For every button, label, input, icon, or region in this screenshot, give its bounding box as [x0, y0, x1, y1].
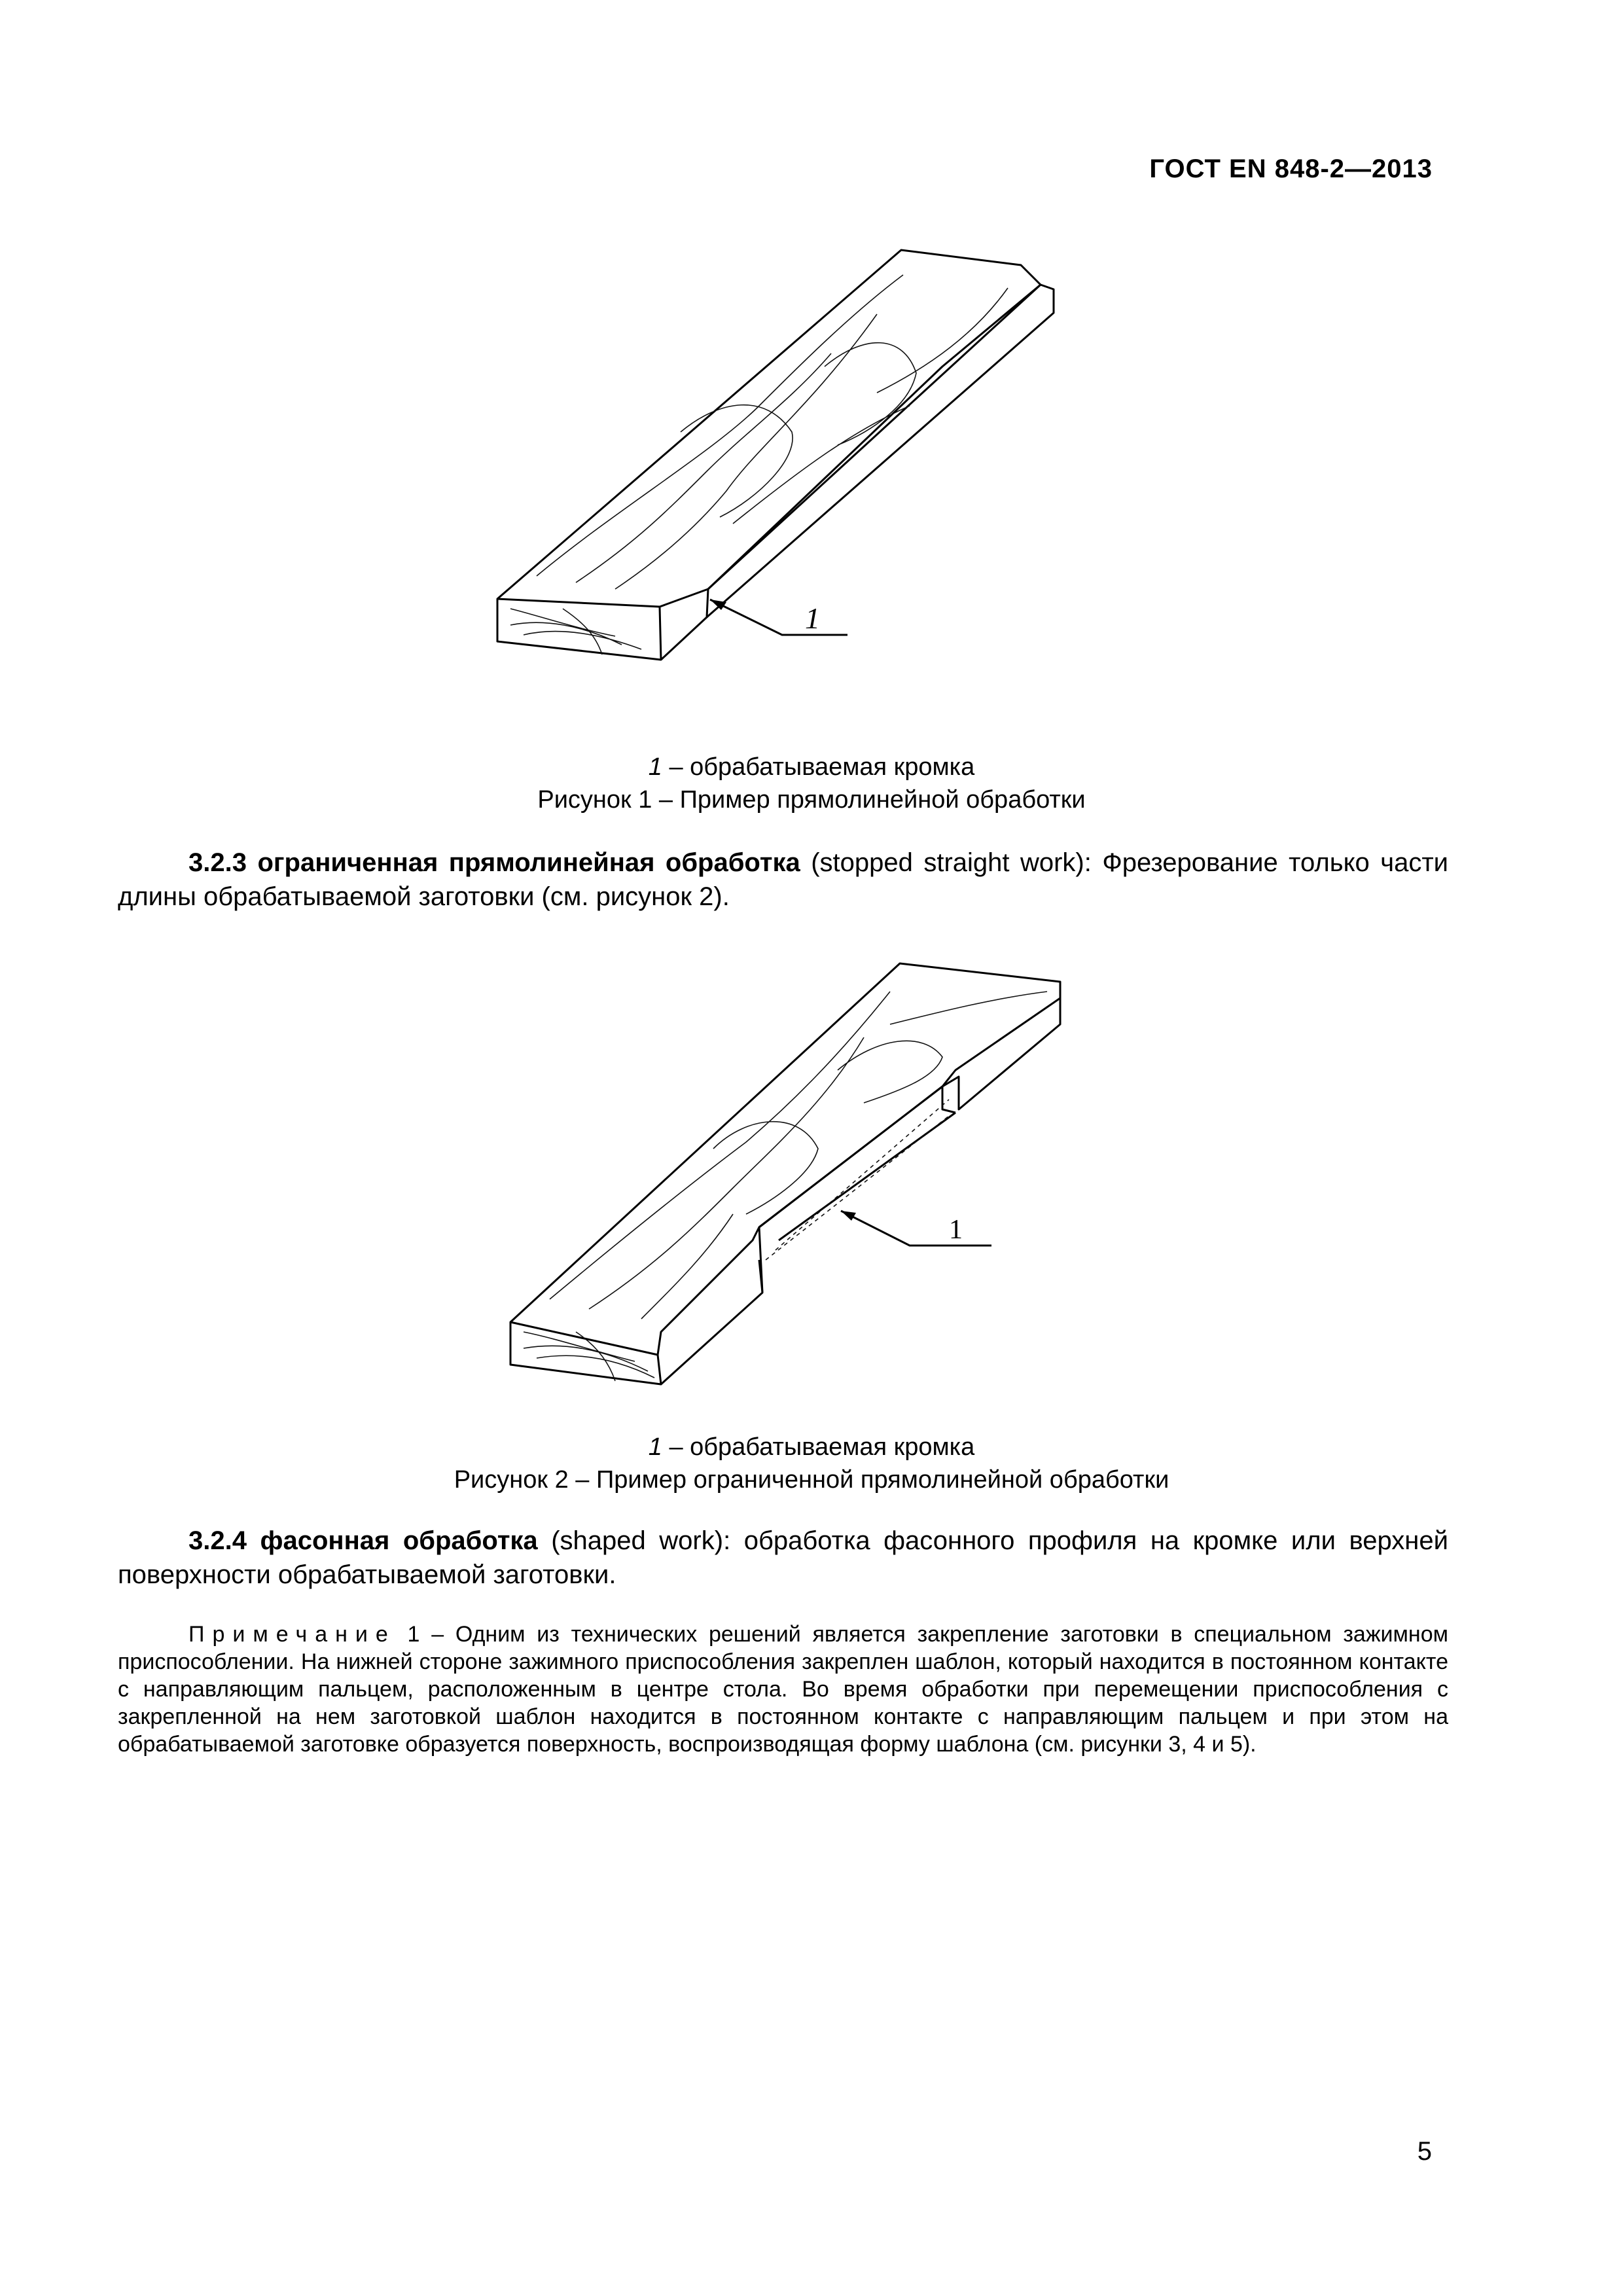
figure-1-legend-number: 1 — [648, 753, 662, 781]
leader-arrow — [841, 1211, 856, 1221]
section-3-2-4 — [118, 1524, 1448, 1592]
figure-1-legend-text: – обрабатываемая кромка — [662, 753, 975, 781]
document-header: ГОСТ EN 848-2—2013 — [1149, 154, 1433, 183]
section-3-2-4-term: фасонная обработка — [260, 1526, 538, 1555]
wood-grain — [550, 992, 1047, 1319]
section-3-2-3-definition: : Фрезерование только части длины обрабатываемой заготовки (см. рисунок 2). — [118, 848, 1448, 911]
note-label: Примечание — [188, 1622, 396, 1647]
leader-line — [841, 1211, 991, 1246]
note-text: – Одним из технических решений является закрепление заготовки в специальном зажимном приспособлении. На нижней стороне зажимного приспособления закреплен шаблон, который находится в постоянном контакте с направляющим пальцем, расположенным в центре стола. Во время обработки при перемещении приспособления с закрепленной на нем заготовкой шаблон находится в постоянном контакте с направляющим пальцем и при этом на обрабатываемой заготовке образуется поверхность, воспроизводящая форму шаблона (см. рисунки 3, 4 и 5). — [118, 1622, 1448, 1757]
processed-groove — [759, 998, 1060, 1293]
figure-2-marker: 1 — [949, 1215, 963, 1245]
board-top-face — [497, 250, 1041, 607]
figure-1-legend — [0, 751, 1623, 783]
page-number: 5 — [1417, 2137, 1432, 2166]
end-grain — [510, 609, 641, 655]
section-3-2-4-number: 3.2.4 — [188, 1526, 247, 1555]
figure-2-svg — [497, 952, 1008, 1410]
figure-1-svg — [484, 236, 1086, 694]
board-top-face — [510, 963, 1060, 1355]
figure-2-legend-number: 1 — [648, 1433, 662, 1461]
section-3-2-3-english: (stopped straight work) — [811, 848, 1084, 877]
section-3-2-4-definition: : обработка фасонного профиля на кромке или верхней поверхности обрабатываемой заготовки. — [118, 1526, 1448, 1589]
figure-1-title: Рисунок 1 – Пример прямолинейной обработки — [537, 786, 1086, 814]
section-3-2-3 — [118, 846, 1448, 914]
section-3-2-3-term: ограниченная прямолинейная обработка — [257, 848, 800, 877]
groove-hatching — [766, 1100, 949, 1260]
leader-line — [710, 600, 847, 635]
section-3-2-3-number: 3.2.3 — [188, 848, 247, 877]
figure-2-legend — [0, 1431, 1623, 1463]
note-1 — [118, 1621, 1448, 1758]
processed-edge — [707, 285, 1054, 617]
figure-2-title: Рисунок 2 – Пример ограниченной прямолинейной обработки — [454, 1466, 1169, 1494]
figure-2-legend-text: – обрабатываемая кромка — [662, 1433, 975, 1461]
figure-1-drawing — [484, 236, 1086, 694]
wood-grain — [537, 275, 1008, 589]
figure-2-drawing — [497, 952, 1008, 1410]
figure-1-marker: 1 — [805, 601, 820, 635]
section-3-2-4-english: (shaped work) — [551, 1526, 724, 1555]
note-number: 1 — [407, 1622, 420, 1647]
